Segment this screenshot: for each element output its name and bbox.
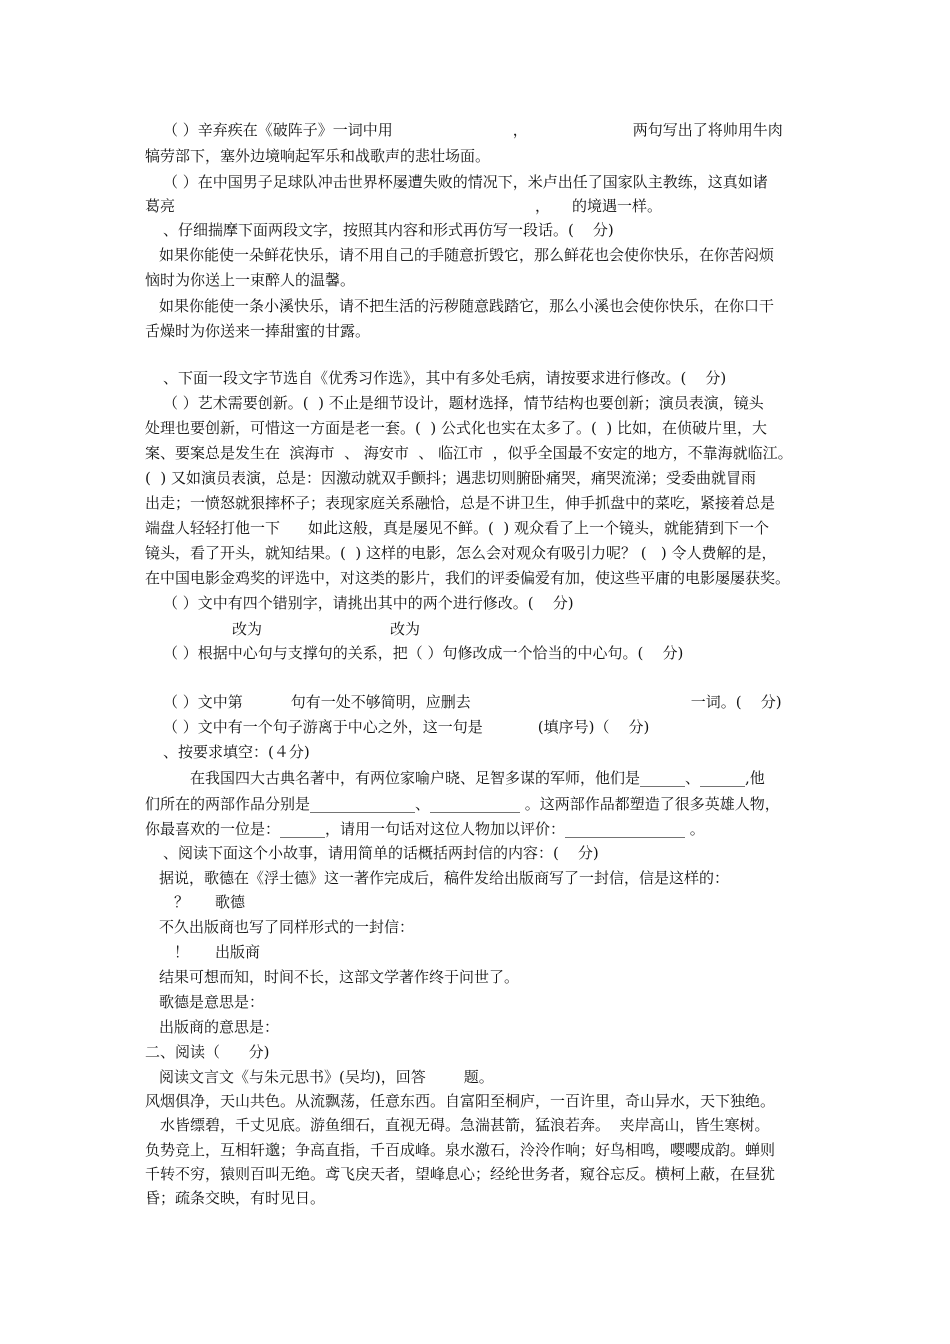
letter-signature: 歌德 <box>215 893 246 911</box>
section-heading-imitate: 、仔细揣摩下面两段文字，按照其内容和形式再仿写一段话。( 分) <box>163 221 614 239</box>
paragraph: 如果你能使一朵鲜花快乐，请不用自己的手随意折毁它，那么鲜花也会使你快乐，在你苦闷烦 <box>159 246 775 264</box>
letter-mark: ？ <box>174 893 190 911</box>
letter-mark: ！ <box>174 943 190 961</box>
answer-prompt-goethe: 歌德是意思是： <box>159 993 265 1011</box>
paragraph: 恼时为你送上一束醉人的温馨。 <box>145 271 356 289</box>
question-xinqiji <box>163 120 783 140</box>
section-heading-story: 、阅读下面这个小故事，请用简单的话概括两封信的内容：( 分) <box>163 844 599 862</box>
fill-line: 你最喜欢的一位是：______，请用一句话对这位人物加以评价：________________ 。 <box>145 820 705 838</box>
passage-line: 案、要案总是发生在 滨海市 、 海安市 、 临江市 ，似乎全国最不安定的地方，不靠海就临江。 <box>145 444 793 462</box>
passage-text: 如此这般，真是屡见不鲜。( ) 观众看了上一个镜头，就能猜到下一个 <box>308 519 770 537</box>
classical-text-line: 水皆缥碧，千丈见底。游鱼细石，直视无碍。急湍甚箭，猛浪若奔。 夹岸高山，皆生寒树。 <box>160 1116 770 1134</box>
correction-label: 改为 <box>232 620 263 638</box>
passage-line: 在中国电影金鸡奖的评选中，对这类的影片，我们的评委偏爱有加，使这些平庸的电影屡屡获奖。 <box>145 569 791 587</box>
passage-line: （ ）艺术需要创新。( ) 不止是细节设计，题材选择，情节结构也要创新；演员表演，镜头 <box>163 394 764 412</box>
question-topic-sentence: （ ）根据中心句与支撑句的关系，把（ ）句修改成一个恰当的中心句。( 分) <box>163 644 684 662</box>
question-text: ， <box>512 121 528 139</box>
part-heading-reading: 二、阅读（ 分) <box>145 1043 270 1061</box>
question-text: ， <box>535 197 551 215</box>
classical-text-line: 风烟俱净，天山共色。从流飘荡，任意东西。自富阳至桐庐，一百许里，奇山异水，天下独绝。 <box>145 1092 776 1110</box>
passage-line: ( ) 又如演员表演，总是：因激动就双手颤抖；遇悲切则腑卧痛哭，痛哭流涕；受委曲就冒雨 <box>145 469 757 487</box>
section-heading-revise: 、下面一段文字节选自《优秀习作选》，其中有多处毛病，请按要求进行修改。( 分) <box>163 369 727 387</box>
question-milu: （ ）在中国男子足球队冲击世界杯屡遭失败的情况下，米卢出任了国家队主教练，这真如诸 <box>163 173 768 191</box>
question-text: 句有一处不够简明，应删去 <box>290 693 471 711</box>
question-typos: （ ）文中有四个错别字，请挑出其中的两个进行修改。( 分) <box>163 594 574 612</box>
paragraph: 如果你能使一条小溪快乐，请不把生活的污秽随意践踏它，那么小溪也会使你快乐，在你口干 <box>159 297 775 315</box>
passage-line: 镜头，看了开头，就知结果。( ) 这样的电影，怎么会对观众有吸引力呢？ ( ) 令人费解的是， <box>145 544 777 562</box>
question-text: (填序号)（ 分) <box>537 718 650 736</box>
reading-intro <box>159 1067 494 1087</box>
reading-intro-text: 阅读文言文《与朱元思书》(吴均)，回答 <box>159 1068 426 1086</box>
classical-text-line: 昏；疏条交映，有时见日。 <box>145 1189 326 1207</box>
classical-text-line: 千转不穷，猿则百叫无绝。鸢飞戾天者，望峰息心；经纶世务者，窥谷忘反。横柯上蔽，在昼犹 <box>145 1165 776 1183</box>
question-milu-continued <box>145 196 662 216</box>
story-line: 不久出版商也写了同样形式的一封信： <box>159 918 415 936</box>
fill-line: 们所在的两部作品分别是______________、____________ 。这两部作品都塑造了很多英雄人物， <box>145 795 780 813</box>
question-text: 葛亮 <box>145 197 176 215</box>
passage-text: 端盘人轻轻打他一下 <box>145 519 281 537</box>
passage-line <box>145 518 769 538</box>
letter-signature: 出版商 <box>215 943 261 961</box>
story-line: 结果可想而知，时间不长，这部文学著作终于问世了。 <box>159 968 520 986</box>
section-heading-fill: 、按要求填空：(４分) <box>163 743 310 761</box>
question-text: 犒劳部下，塞外边境响起军乐和战歌声的悲壮场面。 <box>145 147 491 165</box>
question-text: （ ）文中有一个句子游离于中心之外，这一句是 <box>163 718 483 736</box>
question-off-topic <box>163 717 649 737</box>
classical-text-line: 负势竞上，互相轩邈；争高直指，千百成峰。泉水激石，泠泠作响；好鸟相鸣，嘤嘤成韵。蝉则 <box>145 1141 776 1159</box>
answer-prompt-publisher: 出版商的意思是： <box>159 1018 280 1036</box>
passage-line: 出走；一愤怒就狠摔杯子；表现家庭关系融恰，总是不讲卫生，伸手抓盘中的菜吃，紧接着总是 <box>145 494 776 512</box>
question-text: （ ）文中第 <box>163 693 243 711</box>
question-text: 一词。( 分) <box>690 693 782 711</box>
paragraph: 舌燥时为你送来一捧甜蜜的甘露。 <box>145 322 371 340</box>
fill-line: 在我国四大古典名著中，有两位家喻户晓、足智多谋的军师，他们是______、______,他 <box>190 769 765 787</box>
passage-line: 处理也要创新，可惜这一方面是老一套。( ) 公式化也实在太多了。( ) 比如，在侦破片里，大 <box>145 419 768 437</box>
question-text: （ ）辛弃疾在《破阵子》一词中用 <box>163 121 393 139</box>
reading-intro-text: 题。 <box>463 1068 494 1086</box>
correction-label: 改为 <box>390 620 421 638</box>
question-text: 两句写出了将帅用牛肉 <box>632 121 783 139</box>
question-concise <box>163 692 782 712</box>
question-text: 的境遇一样。 <box>572 197 663 215</box>
story-line: 据说，歌德在《浮士德》这一著作完成后，稿件发给出版商写了一封信，信是这样的： <box>159 869 730 887</box>
